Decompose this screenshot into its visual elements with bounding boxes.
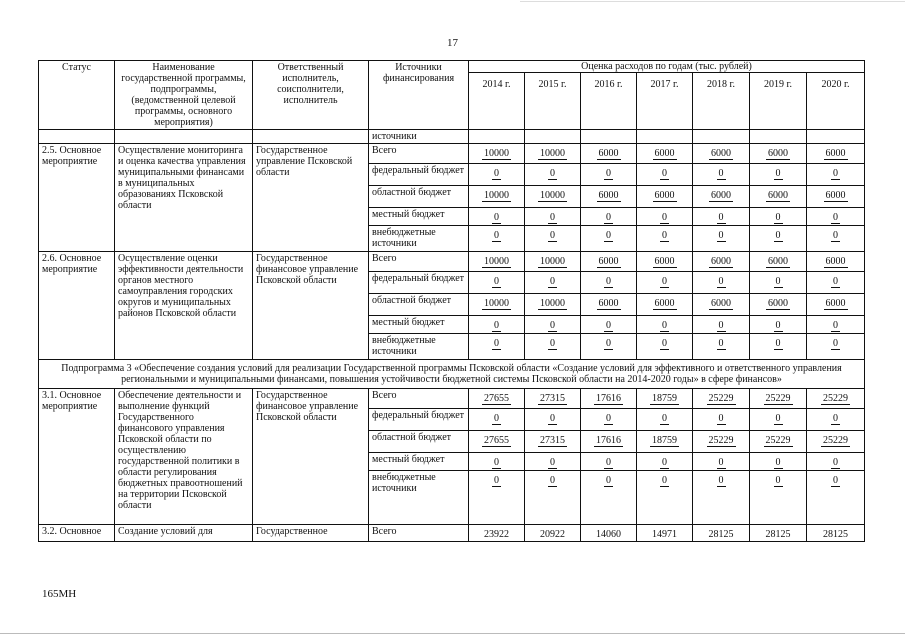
status-cell: 3.1. Основное мероприятие [39,389,115,525]
value-cell: 28125 [807,525,865,542]
value-text: 0 [662,338,667,349]
value-cell [581,144,637,164]
value-cell [525,431,581,453]
source-label: местный бюджет [369,316,469,334]
value-text: 0 [833,168,838,179]
value-text: 0 [775,475,781,486]
value-text: 0 [775,413,781,424]
carry-over-row [39,130,865,144]
value-cell: 14060 [581,525,637,542]
value-text: 6000 [654,256,675,267]
value-cell [637,409,693,431]
header-sources: Источники финансирования [369,61,469,130]
value-text: 25229 [708,393,734,404]
value-text: 27315 [540,393,565,404]
value-cell [693,409,750,431]
source-label: Всего [369,389,469,409]
source-label: областной бюджет [369,186,469,208]
value-text: 0 [550,338,555,349]
value-cell [525,208,581,226]
value-cell [469,389,525,409]
value-cell [469,252,525,272]
name-cell: Обеспечение деятельности и выполнение функций Государственного финансового управления Псковской области по осуществлению государственной политики в области регулирования бюджетных правоотношений на территории Псковской области [115,389,253,525]
value-text: 6000 [825,256,846,267]
header-status: Статус [39,61,115,130]
value-text: 6000 [711,298,731,309]
value-cell [807,471,865,525]
value-text: 0 [494,230,499,241]
source-label: Всего [369,252,469,272]
value-text: 0 [606,413,611,424]
value-text: 0 [662,276,667,287]
value-cell [469,316,525,334]
value-cell [469,272,525,294]
value-cell [693,334,750,360]
value-cell [750,186,807,208]
source-label: местный бюджет [369,453,469,471]
value-cell [807,186,865,208]
value-text: 10000 [484,190,509,201]
value-cell [750,144,807,164]
value-cell [581,389,637,409]
header-name: Наименование государственной программы, подпрограммы, (ведомственной целевой программы, основного мероприятия) [115,61,253,130]
value-cell [469,226,525,252]
value-text: 0 [718,457,724,468]
value-cell [807,252,865,272]
value-text: 6000 [654,298,675,309]
value-cell [525,334,581,360]
value-text: 0 [606,230,611,241]
value-text: 6000 [768,256,788,267]
value-cell [637,186,693,208]
subprogram-row [39,360,865,389]
value-cell [750,431,807,453]
value-cell [750,334,807,360]
name-cell: Осуществление оценки эффективности деятельности органов местного самоуправления городских округов и муниципальных районов Псковской области [115,252,253,360]
value-text: 0 [550,276,555,287]
source-label: Всего [369,144,469,164]
value-cell [750,294,807,316]
value-cell: 28125 [693,525,750,542]
value-cell [637,226,693,252]
value-text: 10000 [540,298,565,309]
status-cell: 2.5. Основное мероприятие [39,144,115,252]
value-cell [469,208,525,226]
value-cell [469,471,525,525]
value-text: 0 [833,212,838,223]
value-cell [637,164,693,186]
header-year: 2016 г. [581,73,637,130]
value-cell [750,471,807,525]
value-text: 6000 [825,298,846,309]
value-text: 0 [494,413,499,424]
executor-cell: Государственное финансовое управление Псковской области [253,252,369,360]
value-text: 6000 [598,190,619,201]
table-row [39,389,865,409]
value-text: 0 [718,320,724,331]
table-row [39,525,865,542]
value-text: 0 [662,413,667,424]
value-text: 0 [662,212,667,223]
value-cell: 14971 [637,525,693,542]
value-text: 17616 [596,435,621,446]
value-cell [750,316,807,334]
value-cell [581,471,637,525]
value-cell [469,186,525,208]
value-cell [693,186,750,208]
value-cell [807,431,865,453]
value-cell [637,453,693,471]
value-text: 6000 [598,256,619,267]
value-text: 27655 [484,393,509,404]
value-cell: 23922 [469,525,525,542]
scan-edge-bottom [0,633,905,634]
value-cell [637,431,693,453]
value-text: 27315 [540,435,565,446]
value-cell [525,272,581,294]
source-label: внебюджетные источники [369,334,469,360]
value-text: 0 [494,475,499,486]
executor-cell: Государственное финансовое управление Псковской области [253,389,369,525]
value-cell [807,389,865,409]
value-cell [750,226,807,252]
value-cell [525,409,581,431]
value-text: 0 [775,457,781,468]
status-cell: 2.6. Основное мероприятие [39,252,115,360]
value-cell [807,334,865,360]
value-cell [469,164,525,186]
value-text: 0 [550,457,555,468]
value-cell [807,226,865,252]
value-cell [525,316,581,334]
value-text: 0 [718,276,724,287]
value-cell [693,252,750,272]
value-cell [581,252,637,272]
value-cell: 20922 [525,525,581,542]
name-cell: Осуществление мониторинга и оценка качества управления муниципальными финансами в муниципальных образованиях Псковской области [115,144,253,252]
value-cell [807,144,865,164]
value-text: 6000 [711,148,731,159]
value-cell [637,389,693,409]
value-text: 0 [606,475,611,486]
value-text: 6000 [768,148,788,159]
value-text: 0 [833,230,838,241]
value-text: 0 [833,413,838,424]
status-cell: 3.2. Основное [39,525,115,542]
value-text: 0 [550,168,555,179]
value-cell [525,186,581,208]
value-text: 0 [550,230,555,241]
value-text: 10000 [540,256,565,267]
value-cell [581,272,637,294]
value-cell [693,453,750,471]
value-cell [469,409,525,431]
value-text: 10000 [484,298,509,309]
value-text: 6000 [711,190,731,201]
value-cell [581,294,637,316]
value-text: 0 [550,475,555,486]
value-cell [637,144,693,164]
value-cell [807,294,865,316]
value-text: 6000 [825,190,846,201]
value-cell [637,334,693,360]
value-cell [469,431,525,453]
page-number: 17 [447,37,458,49]
value-cell [525,389,581,409]
value-text: 0 [550,320,555,331]
value-cell [693,389,750,409]
value-cell [581,431,637,453]
value-cell [750,409,807,431]
value-text: 18759 [652,393,677,404]
source-label: областной бюджет [369,294,469,316]
header-executor: Ответственный исполнитель, соисполнители, исполнитель [253,61,369,130]
value-text: 0 [606,320,611,331]
header-year: 2019 г. [750,73,807,130]
value-cell [693,316,750,334]
value-text: 0 [775,212,781,223]
value-cell [750,164,807,186]
executor-cell: Государственное [253,525,369,542]
value-text: 0 [833,276,838,287]
value-text: 0 [606,338,611,349]
value-cell [750,252,807,272]
value-text: 0 [833,457,838,468]
value-cell [637,316,693,334]
value-text: 25229 [765,393,791,404]
value-text: 25229 [765,435,791,446]
value-text: 0 [606,276,611,287]
value-text: 0 [662,475,667,486]
value-text: 0 [662,457,667,468]
table-row [39,144,865,164]
header-expenses: Оценка расходов по годам (тыс. рублей) [469,61,865,73]
value-text: 0 [718,230,724,241]
value-cell [581,453,637,471]
header-year: 2018 г. [693,73,750,130]
value-text: 0 [494,338,499,349]
value-cell [525,164,581,186]
value-text: 0 [833,475,838,486]
value-text: 6000 [768,190,788,201]
value-cell [807,316,865,334]
source-label: внебюджетные источники [369,471,469,525]
value-text: 17616 [596,393,621,404]
value-text: 0 [775,168,781,179]
value-cell [637,471,693,525]
value-cell [581,226,637,252]
value-cell [807,453,865,471]
value-text: 10000 [484,256,509,267]
document-code: 165МН [42,588,77,600]
source-label: Всего [369,525,469,542]
value-text: 25229 [823,435,848,446]
value-cell [693,226,750,252]
value-cell [469,144,525,164]
source-label: местный бюджет [369,208,469,226]
value-text: 6000 [711,256,731,267]
value-cell [807,208,865,226]
value-cell [693,164,750,186]
value-cell [807,164,865,186]
value-cell [637,252,693,272]
executor-cell: Государственное управление Псковской области [253,144,369,252]
value-cell [637,272,693,294]
value-text: 18759 [652,435,677,446]
value-cell [525,453,581,471]
value-text: 6000 [825,148,846,159]
value-text: 0 [718,413,724,424]
value-text: 0 [775,338,781,349]
value-cell [693,431,750,453]
value-cell [469,334,525,360]
table-row [39,252,865,272]
value-text: 0 [550,212,555,223]
value-text: 25229 [708,435,734,446]
value-text: 0 [775,320,781,331]
value-cell [637,294,693,316]
value-text: 0 [775,276,781,287]
value-text: 6000 [654,190,675,201]
value-cell [525,471,581,525]
value-text: 0 [606,457,611,468]
value-text: 6000 [654,148,675,159]
source-label: федеральный бюджет [369,409,469,431]
value-text: 0 [775,230,781,241]
value-cell [693,294,750,316]
value-text: 0 [833,338,838,349]
block-2-6 [39,252,865,360]
value-text: 27655 [484,435,509,446]
value-cell [469,294,525,316]
value-cell [693,208,750,226]
source-label: областной бюджет [369,431,469,453]
source-label: источники [369,130,469,144]
value-cell [637,208,693,226]
value-cell [807,409,865,431]
value-cell [581,334,637,360]
value-text: 0 [718,475,724,486]
value-text: 6000 [598,298,619,309]
value-text: 10000 [540,148,565,159]
value-cell [581,208,637,226]
source-label: федеральный бюджет [369,272,469,294]
value-cell [693,272,750,294]
value-cell [750,272,807,294]
value-text: 0 [494,320,499,331]
value-cell [750,208,807,226]
value-text: 6000 [598,148,619,159]
value-text: 10000 [484,148,509,159]
name-cell: Создание условий для [115,525,253,542]
value-text: 0 [662,320,667,331]
value-cell [581,316,637,334]
header-year: 2014 г. [469,73,525,130]
value-text: 0 [494,212,499,223]
value-cell [525,252,581,272]
value-cell [750,453,807,471]
value-text: 0 [494,168,499,179]
value-text: 0 [662,168,667,179]
source-label: федеральный бюджет [369,164,469,186]
budget-table [38,60,865,542]
value-cell [525,144,581,164]
source-label: внебюджетные источники [369,226,469,252]
value-text: 0 [718,212,724,223]
value-cell [750,389,807,409]
header-row [39,61,865,73]
block-2-5 [39,144,865,252]
value-text: 0 [606,212,611,223]
header-year: 2020 г. [807,73,865,130]
value-cell [807,272,865,294]
value-text: 10000 [540,190,565,201]
value-text: 0 [494,276,499,287]
value-text: 0 [833,320,838,331]
value-cell [693,471,750,525]
value-text: 0 [606,168,611,179]
value-cell: 28125 [750,525,807,542]
subprogram-title: Подпрограмма 3 «Обеспечение создания условий для реализации Государственной программы Псковской области «Создание условий для эффективного и ответственного управления региональными и муниципальными финансами, повышения устойчивости бюджетной системы Псковской области на 2014-2020 годы» в сфере финансов» [39,360,865,389]
value-text: 25229 [823,393,848,404]
header-year: 2017 г. [637,73,693,130]
value-cell [693,144,750,164]
value-cell [581,186,637,208]
value-text: 0 [494,457,499,468]
value-cell [469,453,525,471]
value-cell [525,226,581,252]
block-3-1 [39,389,865,525]
value-text: 6000 [768,298,788,309]
value-text: 0 [718,168,724,179]
value-cell [581,164,637,186]
scan-edge-top [520,1,905,2]
header-year: 2015 г. [525,73,581,130]
value-text: 0 [718,338,724,349]
value-cell [581,409,637,431]
value-text: 0 [662,230,667,241]
value-cell [525,294,581,316]
value-text: 0 [550,413,555,424]
